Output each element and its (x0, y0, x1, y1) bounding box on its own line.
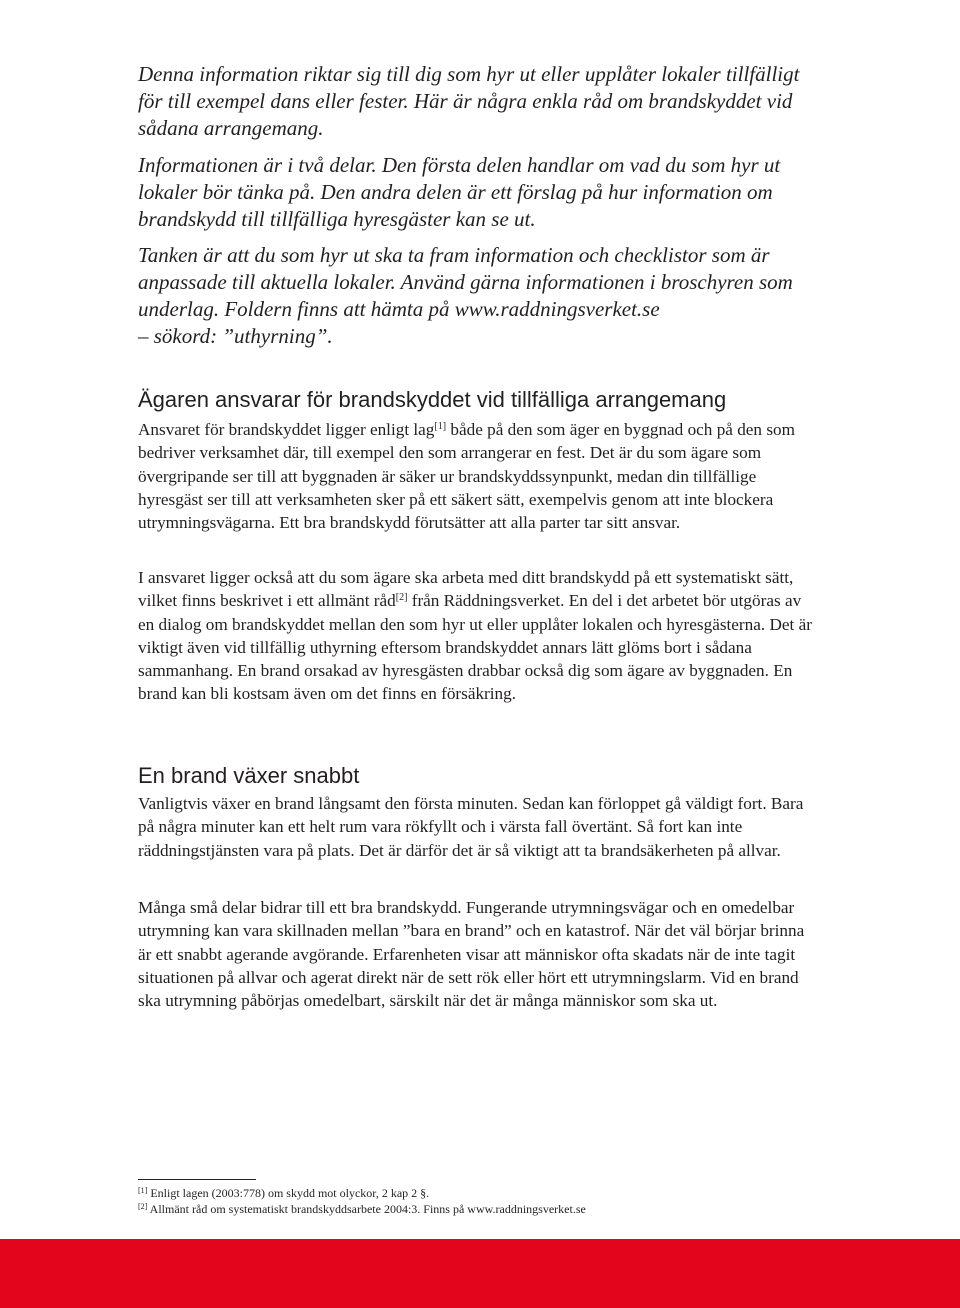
fire-paragraph-1 (138, 792, 818, 862)
intro-paragraph-2: Informationen är i två delar. Den första delen handlar om vad du som hyr ut lokaler bör tänka på. Den andra delen är ett förslag på hur information om brandskydd till tillfälliga hyresgäster kan se ut. (138, 153, 781, 231)
footnote-1-text: Enligt lagen (2003:778) om skydd mot olyckor, 2 kap 2 §. (147, 1186, 430, 1200)
footnotes (138, 1185, 838, 1217)
intro-search-term: – sökord: ”uthyrning”. (138, 324, 333, 348)
owner-paragraph-2 (138, 566, 818, 706)
intro-block-1 (138, 61, 828, 142)
footnote-2 (138, 1201, 838, 1217)
red-footer-band (0, 1239, 960, 1308)
footnote-ref-2: [2] (395, 592, 408, 604)
intro-paragraph-3 (138, 242, 828, 350)
owner-p1-text-b: både på den som äger en byggnad och på den som bedriver verksamhet där, till exempel den som arrangerar en fest. Det är du som ägare som övergripande ser till att byggnaden är säker ur brandskyddssynpunkt, medan din tillfällige hyresgäst ser till att verksamheten sker på ett säkert sätt, exempelvis genom att inte blockera utrymningsvägarna. Ett bra brandskydd förutsätter att alla parter tar sitt ansvar. (138, 420, 795, 533)
fire-p1-text: Vanligtvis växer en brand långsamt den första minuten. Sedan kan förloppet gå väldigt fort. Bara på några minuter kan ett helt rum vara rökfyllt och i värsta fall övertänt. Så fort kan inte räddningstjänsten vara på plats. Det är därför det är så viktigt att ta brandsäkerheten på allvar. (138, 794, 804, 860)
section-heading-fire-grows-fast: En brand växer snabbt (138, 763, 360, 788)
intro-paragraph-3-text: Tanken är att du som hyr ut ska ta fram information och checklistor som är anpassade till aktuella lokaler. Använd gärna informationen i broschyren som underlag. Foldern finns att hämta på www.raddningsverket.se (138, 243, 793, 321)
intro-block-2 (138, 152, 828, 233)
footnote-2-mark: [2] (138, 1202, 148, 1211)
fire-paragraph-2 (138, 896, 818, 1012)
section-heading-owner-responsibility: Ägaren ansvarar för brandskyddet vid tillfälliga arrangemang (138, 387, 727, 412)
intro-block-3 (138, 242, 828, 350)
fire-p2-text: Många små delar bidrar till ett bra brandskydd. Fungerande utrymningsvägar och en omedelbar utrymning kan vara skillnaden mellan ”bara en brand” och en katastrof. När det väl börjar brinna är ett snabbt agerande avgörande. Erfarenheten visar att människor ofta skadats när de inte tagit situationen på allvar och agerat direkt när de sett rök eller hört ett utrymningslarm. Vid en brand ska utrymning påbörjas omedelbart, särskilt när det är många människor som ska ut. (138, 898, 805, 1011)
footnote-divider (138, 1179, 256, 1180)
owner-paragraph-1 (138, 418, 818, 534)
footnote-ref-1: [1] (434, 421, 447, 432)
owner-p1-text-a: Ansvaret för brandskyddet ligger enligt lag (138, 420, 435, 439)
footnote-1-mark: [1] (138, 1186, 148, 1195)
intro-paragraph-1: Denna information riktar sig till dig som hyr ut eller upplåter lokaler tillfälligt för till exempel dans eller fester. Här är några enkla råd om brandskyddet vid sådana arrangemang. (138, 62, 800, 140)
footnote-1 (138, 1185, 838, 1201)
owner-p2-text-a: I ansvaret ligger också att du som ägare ska arbeta med ditt brandskydd på ett systematiskt sätt, vilket finns beskrivet i ett allmänt råd (138, 568, 794, 611)
footnote-2-text: Allmänt råd om systematiskt brandskyddsarbete 2004:3. Finns på www.raddningsverket.se (147, 1202, 586, 1216)
owner-p2-text-b: från Räddningsverket. En del i det arbetet bör utgöras av en dialog om brandskyddet mellan den som hyr ut eller upplåter lokalen och hyresgästerna. Det är viktigt även vid tillfällig uthyrning eftersom brandskyddet annars lätt glöms bort i sådana sammanhang. En brand orsakad av hyresgästen drabbar också dig som ägare av byggnaden. En brand kan bli kostsam även om det finns en försäkring. (138, 591, 812, 704)
